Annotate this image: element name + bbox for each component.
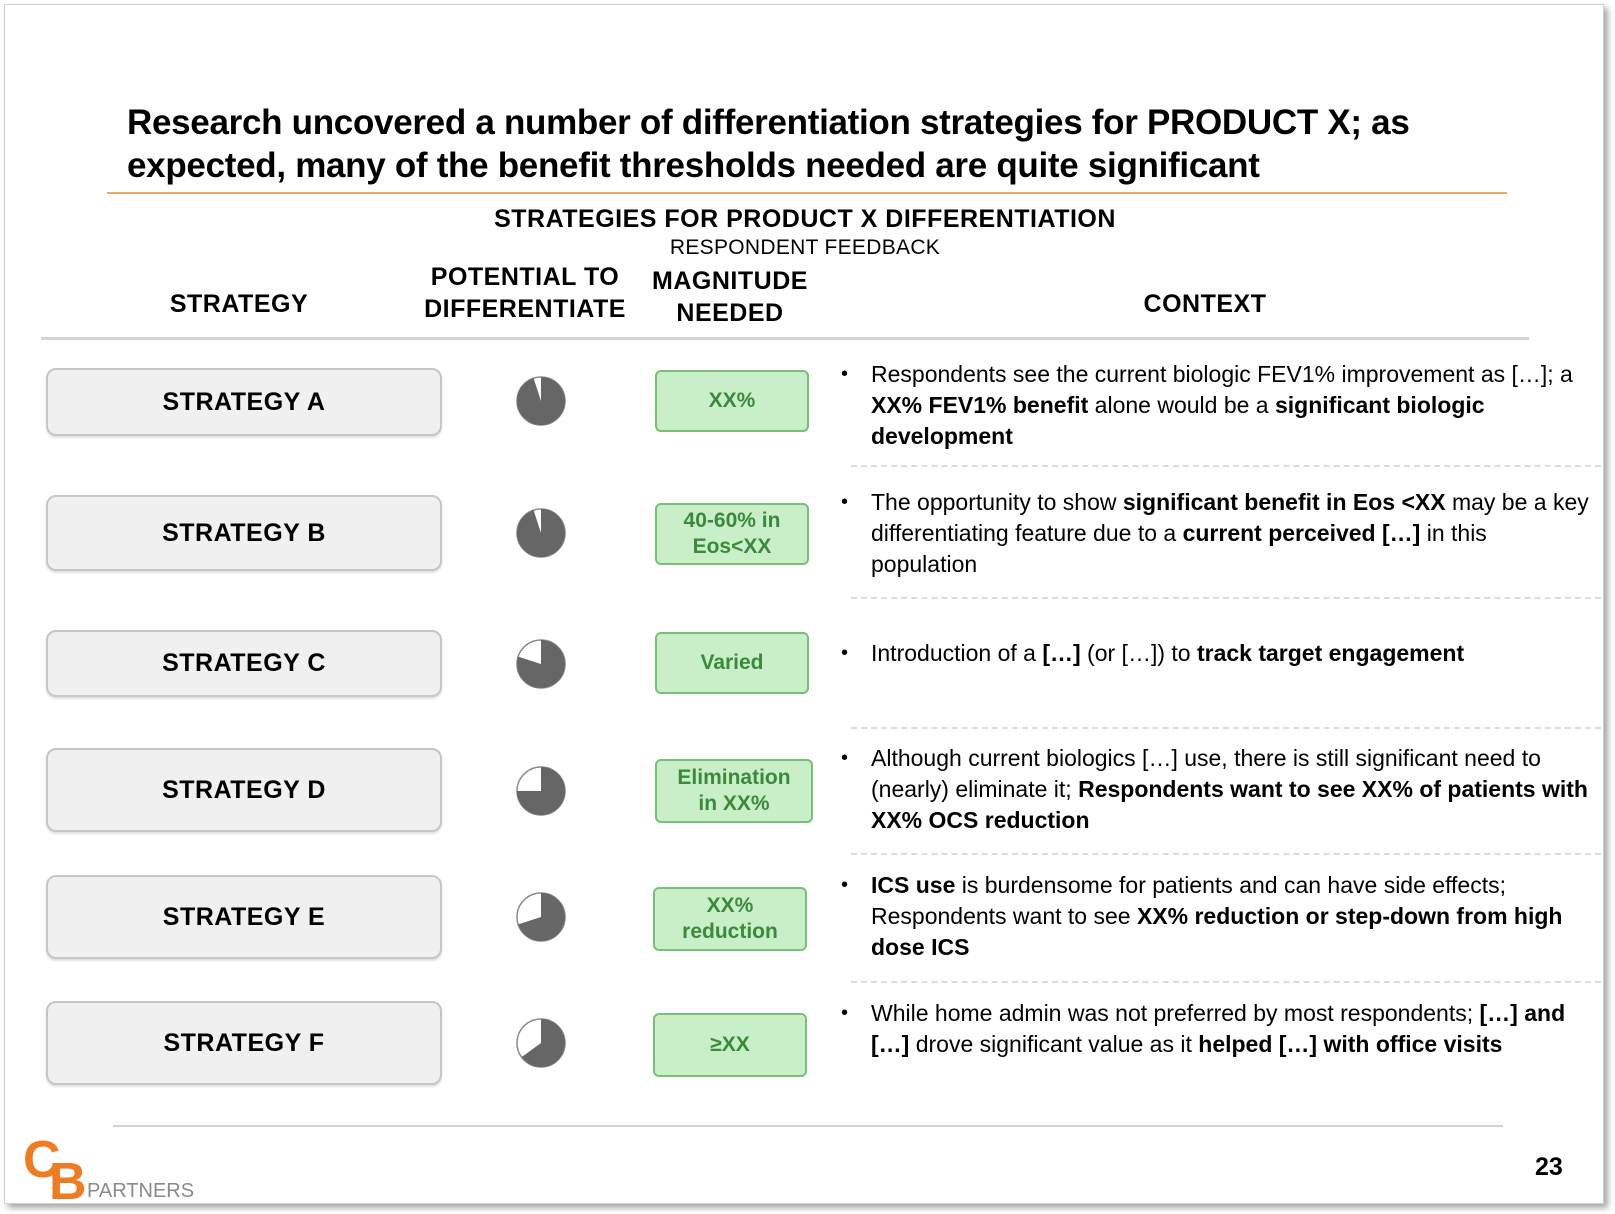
row-divider [851, 853, 1601, 855]
slide [4, 4, 1604, 1204]
context-text-d [841, 743, 1591, 836]
magnitude-text [682, 893, 778, 945]
context-segment: (or […]) to [1080, 640, 1197, 666]
strategy-f-label: STRATEGY F [46, 1001, 442, 1085]
magnitude-line1: XX% [708, 389, 756, 412]
context-text-c [841, 638, 1591, 669]
magnitude-badge-e [653, 887, 807, 951]
header-divider [41, 337, 1529, 340]
magnitude-badge-d [655, 759, 813, 823]
logo-letter-c: C [23, 1131, 61, 1189]
column-header-potential [420, 261, 630, 325]
context-emphasis: […] [1042, 640, 1081, 666]
context-segment: drove significant value as it [909, 1031, 1199, 1057]
column-header-strategy: STRATEGY [169, 290, 309, 318]
strategy-d-label: STRATEGY D [46, 748, 442, 832]
context-segment: Although current biologics […] use, there is still significant need to (nearly) eliminate it; [871, 745, 1541, 802]
bullet-icon: • [841, 491, 849, 513]
magnitude-text [710, 1032, 750, 1058]
column-header-potential-line1: POTENTIAL TO [430, 263, 620, 291]
potential-pie-c [515, 638, 567, 690]
magnitude-badge-b [655, 503, 809, 565]
magnitude-line1: Varied [700, 651, 764, 674]
magnitude-line2: in XX% [698, 792, 770, 815]
magnitude-text [684, 508, 781, 560]
context-emphasis: significant biologic development [871, 392, 1485, 449]
potential-pie-e [515, 891, 567, 943]
row-divider [851, 727, 1601, 729]
context-emphasis: Respondents want to see XX% of patients with XX% OCS reduction [871, 776, 1588, 833]
magnitude-badge-a [655, 370, 809, 432]
magnitude-line1: Elimination [677, 766, 791, 789]
magnitude-badge-c [655, 632, 809, 694]
context-segment: While home admin was not preferred by most respondents; [871, 1000, 1480, 1026]
magnitude-badge-f [653, 1013, 807, 1077]
column-header-magnitude [645, 265, 815, 329]
context-text-f [841, 998, 1591, 1060]
cb-partners-logo [23, 1125, 213, 1204]
strategy-e-label: STRATEGY E [46, 875, 442, 959]
bullet-icon: • [841, 363, 849, 385]
column-header-context: CONTEXT [1143, 290, 1267, 318]
logo-subtext: PARTNERS [87, 1180, 195, 1202]
row-divider [851, 981, 1601, 983]
context-segment: The opportunity to show [871, 489, 1123, 515]
magnitude-text [709, 388, 756, 414]
context-text-b [841, 487, 1591, 580]
context-segment: is burdensome for patients and can have side effects; Respondents want to see [871, 872, 1507, 929]
bullet-icon: • [841, 1002, 849, 1024]
row-divider [851, 597, 1601, 599]
context-emphasis: track target engagement [1196, 640, 1465, 666]
strategy-b-label: STRATEGY B [46, 495, 442, 571]
potential-pie-a [515, 375, 567, 427]
strategy-a-label: STRATEGY A [46, 368, 442, 436]
context-text-e [841, 870, 1591, 963]
column-header-potential-line2: DIFFERENTIATE [424, 295, 626, 323]
context-segment: Respondents see the current biologic FEV1% improvement as […]; a [871, 361, 1573, 387]
column-header-magnitude-line2: NEEDED [676, 299, 784, 327]
context-emphasis: current perceived […] [1182, 520, 1421, 546]
page-number: 23 [1535, 1153, 1563, 1181]
context-emphasis: significant benefit in Eos <XX [1122, 489, 1446, 515]
title-divider [107, 192, 1507, 194]
chart-subtitle: RESPONDENT FEEDBACK [669, 236, 941, 259]
logo-letter-b: B [49, 1153, 87, 1205]
potential-pie-f [515, 1017, 567, 1069]
magnitude-text [677, 765, 790, 817]
magnitude-line1: XX% [706, 894, 754, 917]
magnitude-line2: Eos<XX [692, 535, 772, 558]
context-segment: Introduction of a [871, 640, 1043, 666]
context-emphasis: […] and […] [871, 1000, 1566, 1057]
chart-title: STRATEGIES FOR PRODUCT X DIFFERENTIATION [494, 205, 1116, 233]
footer-divider [113, 1125, 1503, 1127]
context-segment: in this population [871, 520, 1487, 577]
bullet-icon: • [841, 747, 849, 769]
potential-pie-d [515, 765, 567, 817]
bullet-icon: • [841, 642, 849, 664]
row-divider [851, 465, 1601, 467]
context-emphasis: helped […] with office visits [1198, 1031, 1503, 1057]
context-emphasis: XX% reduction or step-down from high dose ICS [871, 903, 1563, 960]
context-emphasis: XX% FEV1% benefit [871, 392, 1089, 418]
context-segment: alone would be a [1088, 392, 1275, 418]
bullet-icon: • [841, 874, 849, 896]
column-header-magnitude-line1: MAGNITUDE [652, 267, 808, 295]
slide-title: Research uncovered a number of differentiation strategies for PRODUCT X; as expected, many of the benefit thresholds needed are quite significant [127, 103, 1410, 185]
magnitude-line1: 40-60% in [683, 509, 781, 532]
context-segment: may be a key differentiating feature due to a [871, 489, 1589, 546]
magnitude-line2: reduction [682, 920, 778, 943]
magnitude-line1: ≥XX [710, 1033, 750, 1056]
strategy-c-label: STRATEGY C [46, 630, 442, 697]
context-emphasis: ICS use [871, 872, 956, 898]
context-text-a [841, 359, 1591, 452]
potential-pie-b [515, 507, 567, 559]
magnitude-text [700, 650, 763, 676]
